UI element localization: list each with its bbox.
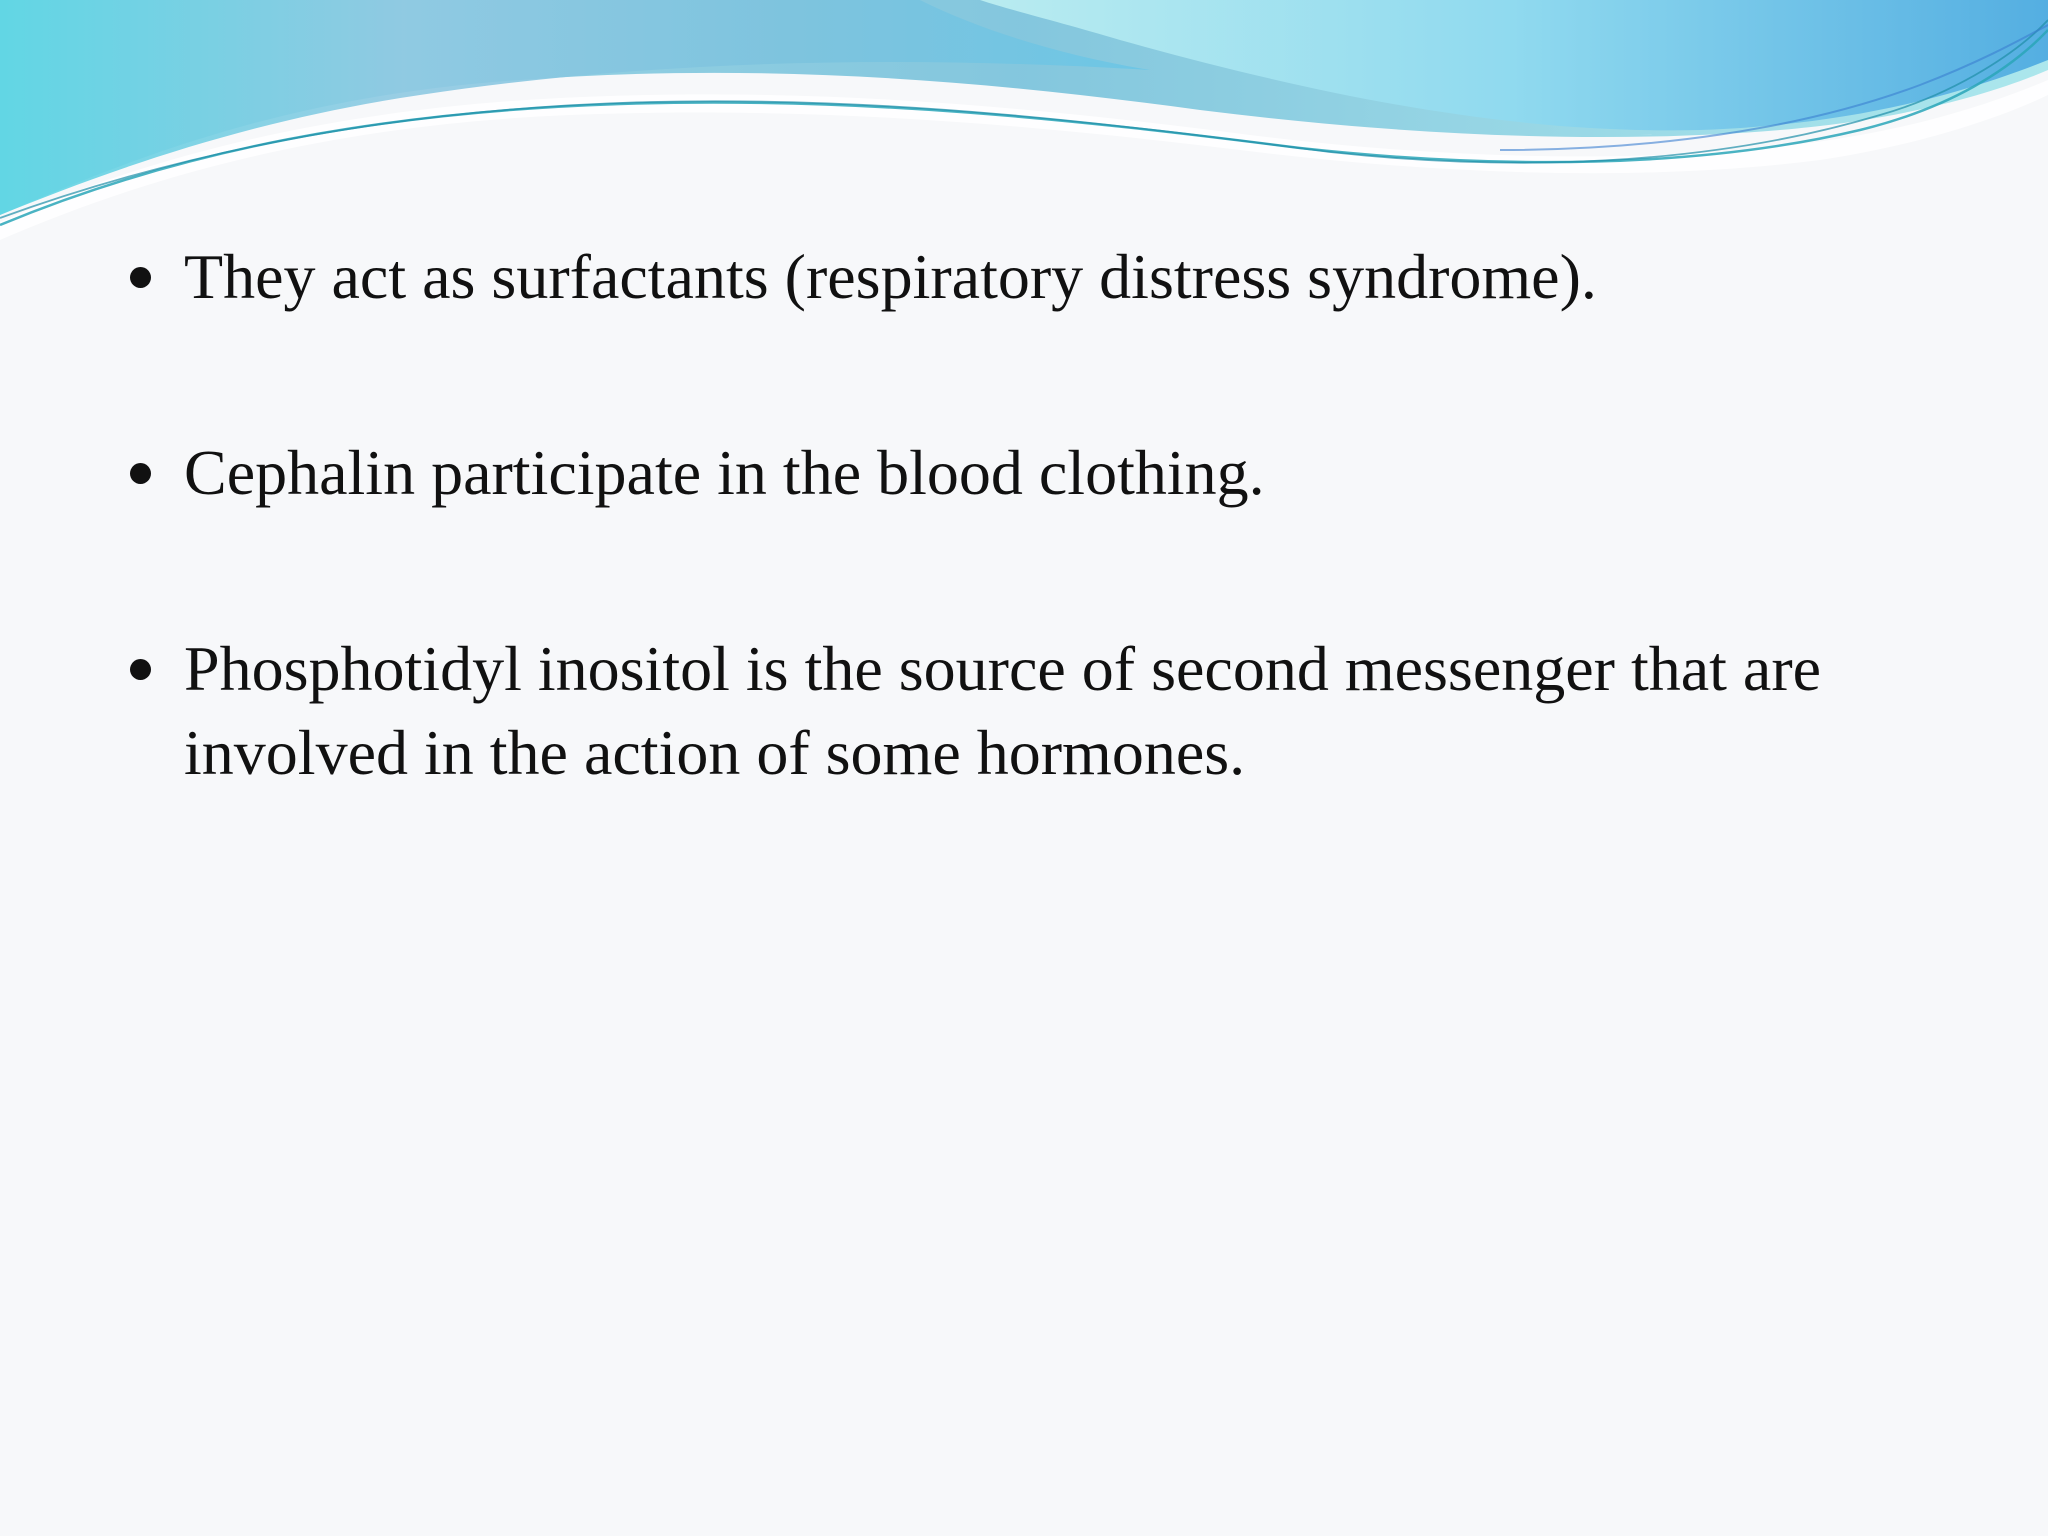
bullet-item — [130, 431, 1870, 515]
bullet-dot-icon — [130, 659, 151, 680]
bullet-text: Cephalin participate in the blood clothing. — [184, 437, 1265, 508]
bullet-dot-icon — [130, 267, 151, 288]
bullet-item — [130, 235, 1870, 319]
bullet-list — [130, 235, 1870, 795]
wave-header-decoration — [0, 0, 2048, 240]
bullet-dot-icon — [130, 463, 151, 484]
bullet-text: They act as surfactants (respiratory distress syndrome). — [184, 241, 1597, 312]
bullet-item — [130, 627, 1870, 795]
bullet-text: Phosphotidyl inositol is the source of second messenger that are involved in the action of some hormones. — [184, 633, 1822, 788]
